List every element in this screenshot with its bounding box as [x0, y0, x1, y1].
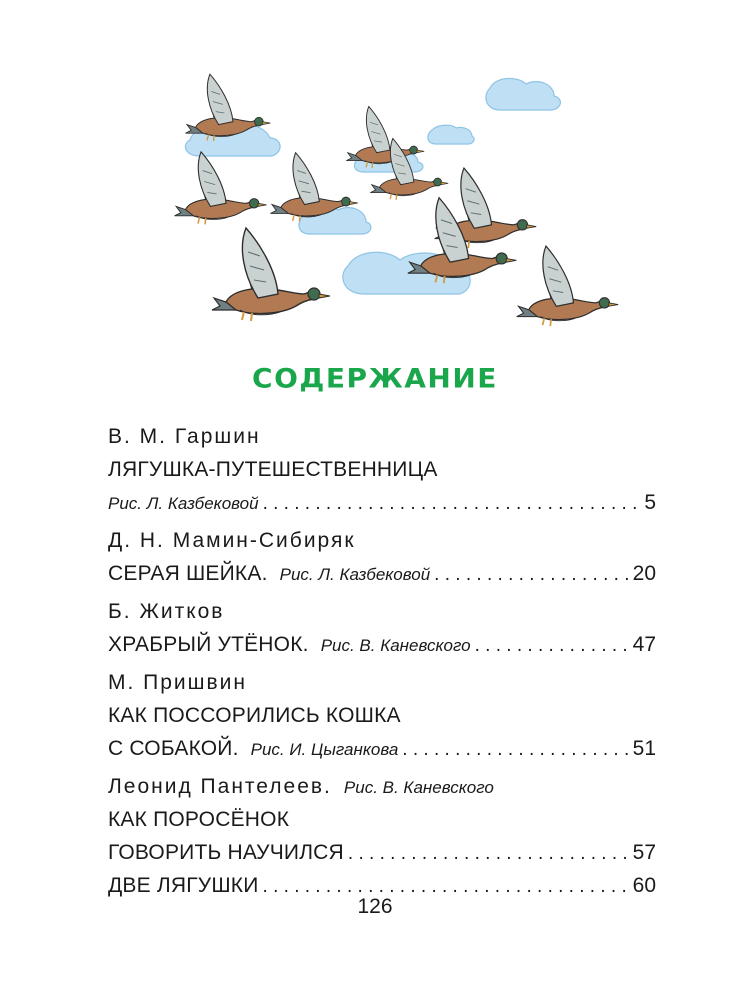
illustrator-credit: Рис. В. Каневского — [343, 778, 494, 797]
illustrator-credit: Рис. Л. Казбековой — [108, 494, 259, 513]
illustrator-credit: Рис. Л. Казбековой — [279, 565, 431, 584]
toc-author — [108, 420, 656, 453]
story-title: СЕРАЯ ШЕЙКА. — [108, 562, 268, 585]
toc-author — [108, 666, 656, 699]
illustrator-credit: Рис. В. Каневского — [320, 636, 471, 655]
duck-2 — [175, 152, 267, 225]
toc-title-line — [108, 453, 656, 486]
author-name: Д. Н. Мамин-Сибиряк — [108, 529, 356, 552]
duck-8 — [408, 198, 517, 284]
story-title-continued: С СОБАКОЙ. — [108, 737, 239, 760]
contents-title: СОДЕРЖАНИЕ — [252, 362, 498, 395]
story-title: ДВЕ ЛЯГУШКИ — [108, 874, 259, 897]
author-name: В. М. Гаршин — [108, 425, 261, 448]
author-name: Леонид Пантелеев. — [108, 775, 332, 798]
page-ref: 47 — [632, 633, 656, 656]
story-title: ХРАБРЫЙ УТЁНОК. — [108, 633, 309, 656]
page-ref: 51 — [632, 737, 656, 760]
duck-9 — [517, 246, 618, 326]
dot-leader — [475, 629, 629, 662]
toc-entry-line[interactable] — [108, 557, 656, 590]
illustrator-credit: Рис. И. Цыганкова — [250, 740, 399, 759]
toc-entry-line[interactable] — [108, 486, 656, 519]
dot-leader — [348, 837, 629, 870]
story-title: КАК ПОССОРИЛИСЬ КОШКА — [108, 704, 401, 727]
story-title: ЛЯГУШКА-ПУТЕШЕСТВЕННИЦА — [108, 458, 438, 481]
dot-leader — [434, 558, 628, 591]
toc-entry-line[interactable] — [108, 628, 656, 661]
toc-author — [108, 524, 656, 557]
page-ref: 57 — [632, 841, 656, 864]
dot-leader — [263, 487, 641, 520]
story-title-continued: ГОВОРИТЬ НАУЧИЛСЯ — [108, 841, 344, 864]
author-name: Б. Житков — [108, 600, 225, 623]
toc-author — [108, 595, 656, 628]
page-ref: 20 — [632, 562, 656, 585]
duck-3 — [212, 228, 330, 321]
table-of-contents — [108, 420, 656, 902]
page-number: 126 — [357, 895, 393, 918]
toc-title-line — [108, 803, 656, 836]
page-ref: 5 — [644, 491, 656, 514]
dot-leader — [402, 733, 628, 766]
story-title: КАК ПОРОСЁНОК — [108, 808, 290, 831]
toc-entry-line[interactable] — [108, 732, 656, 765]
page-ref: 60 — [632, 874, 656, 897]
toc-author — [108, 770, 656, 803]
toc-entry-line[interactable] — [108, 836, 656, 869]
flying-ducks-illustration — [160, 68, 640, 368]
toc-title-line — [108, 699, 656, 732]
author-name: М. Пришвин — [108, 671, 247, 694]
